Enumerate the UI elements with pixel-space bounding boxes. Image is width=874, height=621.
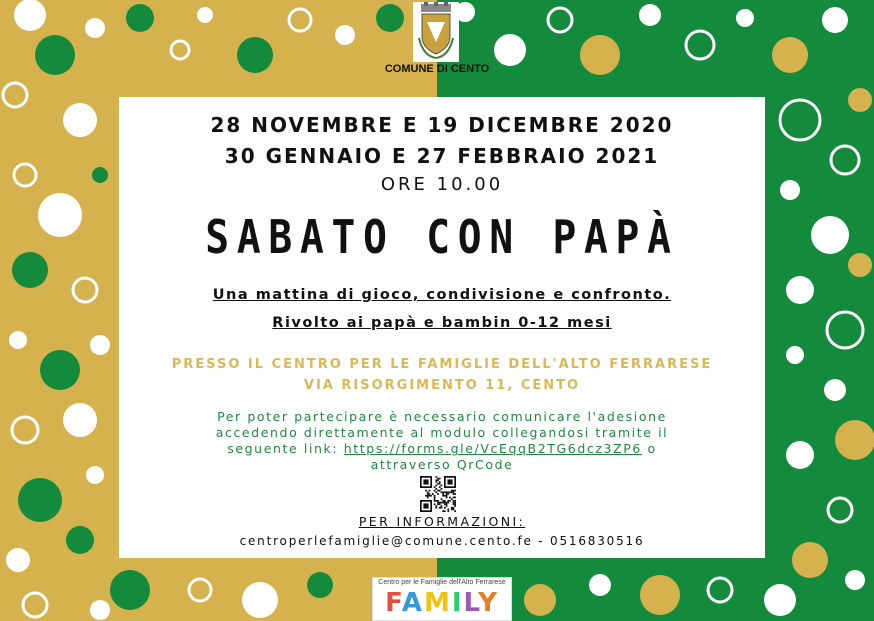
decorative-dot: [786, 276, 814, 304]
decorative-dot: [335, 25, 355, 45]
info-link-prefix: seguente link:: [227, 441, 344, 456]
decorative-dot: [6, 548, 30, 572]
decorative-dot: [92, 167, 108, 183]
contact-info: centroperlefamiglie@comune.cento.fe - 0516830516: [239, 534, 645, 548]
family-letter: M: [423, 588, 452, 618]
decorative-dot: [811, 216, 849, 254]
decorative-dot: [822, 7, 848, 33]
decorative-dot: [14, 0, 46, 31]
decorative-dot: [63, 403, 97, 437]
event-card: [119, 97, 765, 558]
family-center-logo: [372, 577, 512, 621]
decorative-dot: [376, 4, 404, 32]
event-dates-line-1: 28 NOVEMBRE E 19 DICEMBRE 2020: [210, 113, 674, 137]
decorative-dot: [848, 253, 872, 277]
decorative-dot: [126, 4, 154, 32]
venue-line-1: PRESSO IL CENTRO PER LE FAMIGLIE DELL'ALTO FERRARESE: [171, 357, 713, 372]
decorative-dot: [90, 335, 110, 355]
comune-crest-logo: [413, 2, 459, 62]
event-dates-line-2: 30 GENNAIO E 27 FEBBRAIO 2021: [224, 144, 660, 168]
decorative-dot: [589, 574, 611, 596]
qr-code-icon[interactable]: [420, 476, 456, 512]
decorative-dot: [35, 35, 75, 75]
comune-label: COMUNE DI CENTO: [384, 63, 490, 75]
decorative-dot: [792, 542, 828, 578]
decorative-dot: [40, 350, 80, 390]
decorative-dot: [524, 584, 556, 616]
decorative-dot: [110, 570, 150, 610]
event-title: SABATO CON PAPÀ: [205, 210, 679, 264]
decorative-dot: [307, 572, 333, 598]
family-letter: F: [385, 588, 402, 618]
decorative-dot: [780, 180, 800, 200]
event-subtitle-2: Rivolto ai papà e bambin 0-12 mesi: [272, 315, 612, 331]
decorative-dot: [197, 7, 213, 23]
info-line-3: [119, 441, 765, 456]
decorative-dot: [63, 103, 97, 137]
info-line-1: Per poter partecipare è necessario comunicare l'adesione: [217, 409, 667, 424]
family-letter: Y: [478, 588, 499, 618]
venue-line-2: VIA RISORGIMENTO 11, CENTO: [303, 378, 581, 393]
decorative-dot: [835, 420, 874, 460]
family-letter: L: [463, 588, 479, 618]
decorative-dot: [9, 331, 27, 349]
decorative-dot: [90, 600, 110, 620]
family-logo-caption: Centro per le Famiglie dell'Alto Ferrarese: [378, 579, 506, 586]
decorative-dot: [237, 37, 273, 73]
more-info-label: PER INFORMAZIONI:: [358, 514, 526, 529]
decorative-dot: [12, 252, 48, 288]
decorative-dot: [242, 582, 278, 618]
decorative-dot: [772, 37, 808, 73]
decorative-dot: [66, 526, 94, 554]
info-line-2: accedendo direttamente al modulo collegandosi tramite il: [215, 425, 669, 440]
decorative-dot: [764, 584, 796, 616]
decorative-dot: [786, 441, 814, 469]
registration-form-link[interactable]: https://forms.gle/VcEqqB2TG6dcz3ZP6: [343, 441, 642, 456]
decorative-dot: [848, 88, 872, 112]
family-logo-word: [373, 588, 511, 618]
event-time: ORE 10.00: [380, 174, 504, 195]
info-line-4: attraverso QrCode: [370, 457, 514, 472]
family-letter: A: [401, 588, 424, 618]
family-letter: I: [451, 588, 464, 618]
decorative-dot: [824, 379, 846, 401]
decorative-dot: [580, 35, 620, 75]
decorative-dot: [639, 4, 661, 26]
decorative-dot: [38, 193, 82, 237]
decorative-dot: [85, 18, 105, 38]
decorative-dot: [736, 9, 754, 27]
decorative-dot: [86, 466, 104, 484]
decorative-dot: [18, 478, 62, 522]
info-link-suffix: o: [641, 441, 657, 456]
event-subtitle-1: Una mattina di gioco, condivisione e confronto.: [212, 287, 672, 303]
decorative-dot: [494, 34, 526, 66]
decorative-dot: [640, 575, 680, 615]
decorative-dot: [786, 346, 804, 364]
decorative-dot: [845, 570, 865, 590]
